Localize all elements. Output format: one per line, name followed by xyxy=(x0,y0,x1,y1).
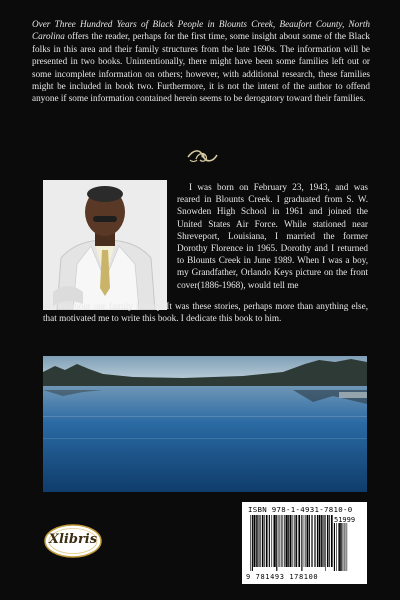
barcode-bar xyxy=(338,523,339,571)
barcode-bar xyxy=(329,515,330,567)
barcode-bar xyxy=(276,515,277,571)
barcode-bar xyxy=(286,515,288,567)
intro-paragraph xyxy=(32,18,370,105)
barcode-bar xyxy=(336,523,337,571)
barcode-bar xyxy=(307,515,309,567)
barcode-bar xyxy=(321,515,322,567)
barcode-bar xyxy=(280,515,281,567)
barcode-bar xyxy=(347,523,348,571)
barcode-bar xyxy=(296,515,297,567)
barcode-bar xyxy=(294,515,295,567)
barcode-bar xyxy=(283,515,284,567)
barcode-bar xyxy=(331,515,333,567)
barcode-bar xyxy=(345,523,346,571)
barcode-bar xyxy=(290,515,291,567)
barcode-bar xyxy=(257,515,258,567)
barcode-bar xyxy=(264,515,265,567)
barcode-bar xyxy=(325,515,326,571)
xlibris-logo-text: Xlibris xyxy=(48,532,98,547)
barcode-bar xyxy=(284,515,285,567)
barcode-bar xyxy=(293,515,294,567)
book-title-italic: Over Three Hundred Years of Black People in Blounts Creek, Beaufort County, North Carolina xyxy=(32,19,370,42)
author-bio-continued xyxy=(43,300,368,324)
barcode-bar xyxy=(260,515,261,567)
bio-side-text: I was born on February 23, 1943, and was reared in Blounts Creek. I graduated from S. W. Snowden High School in 1961 and joined the United States Air Force. While stationed near Shreveport, Louisiana, I married the former Dorothy Florence in 1965. Dorothy and I returned to Blounts Creek in June 1989. When I was a boy, my Grandfather, Orlando Keys picture on the front cover(1886-1968), would tell me xyxy=(177,182,368,290)
barcode-bar xyxy=(324,515,325,567)
lake-photo xyxy=(43,356,367,492)
barcode-bar xyxy=(315,515,316,567)
barcode-bar xyxy=(252,515,253,571)
barcode-bar xyxy=(274,515,276,567)
barcode-bar xyxy=(317,515,318,567)
barcode-bar xyxy=(311,515,312,567)
barcode-bar xyxy=(271,515,272,567)
barcode-bar xyxy=(273,515,274,567)
barcode-bar xyxy=(304,515,305,567)
author-bio xyxy=(177,181,368,291)
barcode-bar xyxy=(292,515,293,567)
barcode-bar xyxy=(312,515,313,567)
barcode-bar xyxy=(262,515,263,567)
barcode-bar xyxy=(301,515,302,571)
flourish-ornament-icon xyxy=(186,147,220,165)
barcode-bar xyxy=(309,515,310,567)
barcode-bar xyxy=(253,515,255,567)
barcode-addon-number: 51999 xyxy=(334,516,356,524)
barcode-bar xyxy=(266,515,268,567)
author-photo xyxy=(43,180,167,310)
barcode-bar xyxy=(314,515,315,567)
barcode-bar xyxy=(256,515,257,567)
barcode-bar xyxy=(305,515,306,567)
barcode-bar xyxy=(250,515,251,571)
barcode-bar xyxy=(281,515,282,567)
barcode-bar xyxy=(334,523,335,571)
barcode-bar xyxy=(319,515,321,567)
barcode-bar xyxy=(279,515,280,567)
barcode-bar xyxy=(269,515,270,567)
barcode-bar xyxy=(344,523,345,571)
barcode-bar xyxy=(259,515,260,567)
intro-text: offers the reader, perhaps for the first time, some insight about some of the Black folks in this area and their family structures from the late 1690s. The information will be presented in two books. Unintentionally, there might have been some families left out or some incomplete information on others; however, with additional research, these families might be included in book two. Furthermore, it is not the intent of the author to offend anyone if some information contained herein seems to be derogatory toward their families. xyxy=(32,31,370,104)
isbn-barcode xyxy=(242,502,367,584)
barcode-bar xyxy=(327,515,328,567)
barcode-bar xyxy=(339,523,341,571)
bio-full-text: stories about our family history. It was these stories, perhaps more than anything else, that motivated me to write this book. I dedicate this book to him. xyxy=(43,301,368,324)
barcode-bar xyxy=(298,515,300,567)
isbn-text: ISBN 978-1-4931-7810-0 xyxy=(248,505,353,514)
barcode-bar xyxy=(341,523,342,571)
barcode-bar xyxy=(288,515,289,567)
xlibris-logo xyxy=(44,524,102,558)
barcode-number: 9 781493 178100 xyxy=(246,573,319,581)
barcode-bar xyxy=(322,515,323,567)
